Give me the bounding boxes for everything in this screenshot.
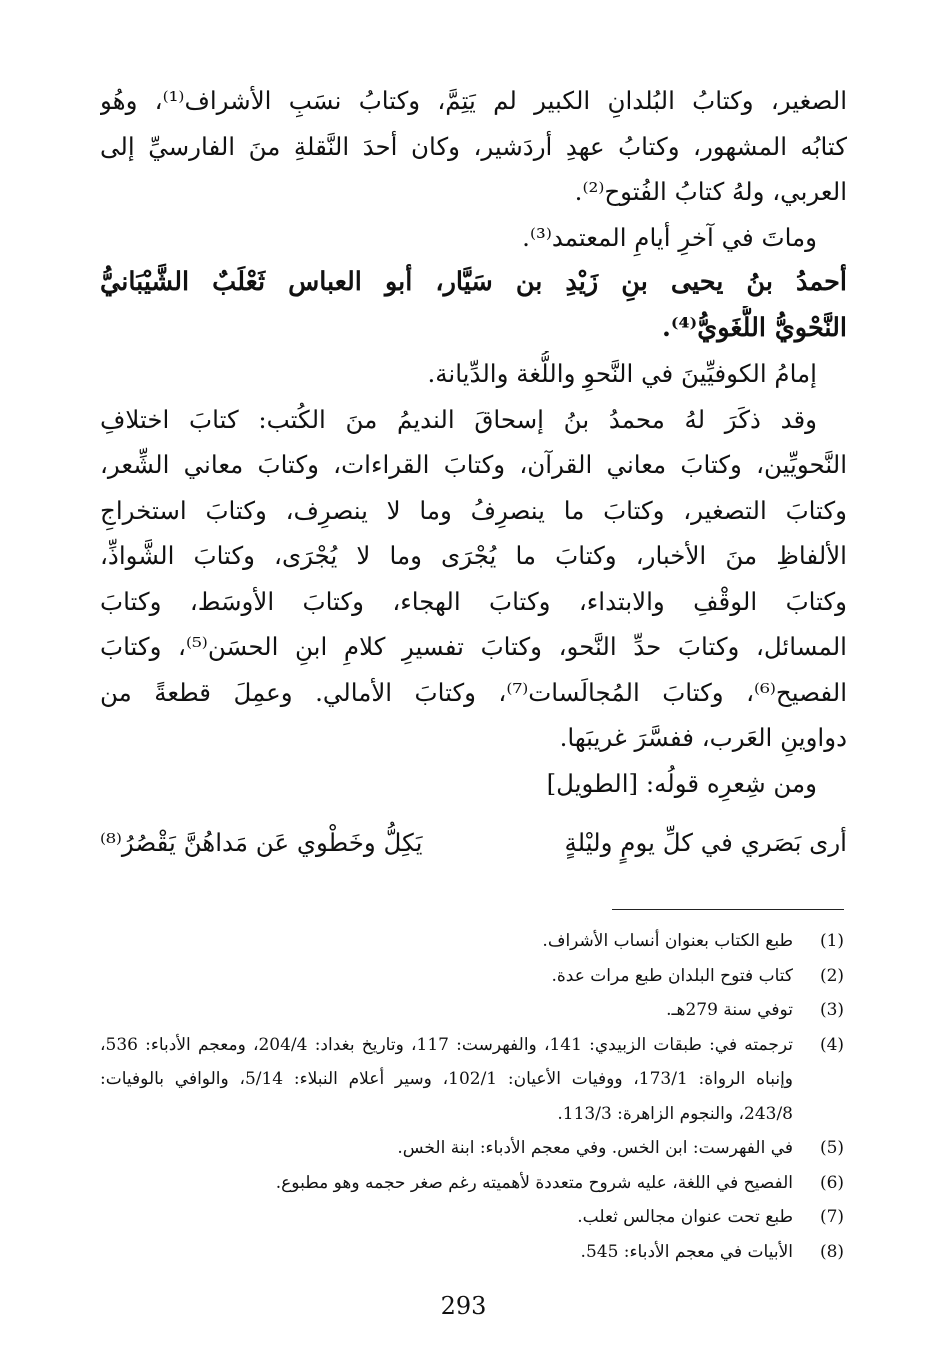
footnote-item <box>100 993 849 1028</box>
footnote-text: الفصيح في اللغة، عليه شروح متعددة لأهميته رغم صغر حجمه وهو مطبوع. <box>275 1172 793 1193</box>
text-line: الألفاظِ منَ الأخبار، وكتابَ ما يُجْرَى وما لا يُجْرَى، وكتابَ الشَّواذِّ، <box>100 541 847 570</box>
text-line: ومن شِعرِه قولُه: [الطويل] <box>546 768 817 798</box>
footnote-number: (2) <box>819 965 845 986</box>
footnote-text: طبع تحت عنوان مجالس ثعلب. <box>577 1207 793 1227</box>
text-line: وكتابَ الوقْفِ والابتداء، وكتابَ الهجاء، وكتابَ الأوسَط، وكتابَ <box>100 586 847 616</box>
footnote-number: (6) <box>819 1172 845 1193</box>
text-line: وكتابَ التصغير، وكتابَ ما ينصرِفُ وما لا ينصرِف، وكتابَ استخراجِ <box>100 495 847 525</box>
text-line: العربي، ولهُ كتابُ الفُتوح⁽²⁾. <box>574 177 847 206</box>
page-number: 293 <box>440 1292 487 1320</box>
text-line: الصغير، وكتابُ البُلدانِ الكبير لم يَتِمَّ، وكتابُ نسَبِ الأشراف⁽¹⁾، وهُو <box>100 86 847 115</box>
footnote-text: توفي سنة 279هـ. <box>666 1000 793 1020</box>
footnote-number: (5) <box>819 1138 845 1158</box>
footnote-number: (1) <box>819 931 845 951</box>
footnote-item <box>100 1028 849 1132</box>
footnote-text: الأبيات في معجم الأدباء: 545. <box>580 1241 793 1262</box>
entry-heading: أحمدُ بنُ يحيى بنِ زَيْدِ بن سَيَّار، أبو العباس ثَعْلَبٌ الشَّيْبَانيُّ <box>100 267 847 297</box>
footnote-item <box>100 1200 849 1235</box>
footnotes <box>100 924 849 1269</box>
verse-second-hemistich: يَكِلُّ وخَطْوي عَن مَداهُنَّ يَقْصُرُ⁽⁸⁾ <box>100 828 423 857</box>
footnote-item <box>100 959 849 994</box>
footnote-number: (4) <box>819 1034 845 1055</box>
text-line: كتابُه المشهور، وكتابُ عهدِ أردَشير، وكان أحدَ النَّقلةِ منَ الفارسيِّ إلى <box>100 131 847 161</box>
entry-heading: النَّحْويُّ اللُّغَويُّ⁽⁴⁾. <box>661 312 847 343</box>
poem-verse <box>100 828 847 874</box>
main-text <box>100 78 847 806</box>
text-line: المسائل، وكتابَ حدِّ النَّحو، وكتابَ تفسيرِ كلامِ ابنِ الحسَن⁽⁵⁾، وكتابَ <box>100 632 847 661</box>
verse-first-hemistich: أرى بَصَري في كلِّ يومٍ وليْلةٍ <box>564 828 847 857</box>
footnote-number: (3) <box>819 1000 845 1020</box>
text-line: الفصيح⁽⁶⁾، وكتابَ المُجالَسات⁽⁷⁾، وكتابَ الأمالي. وعمِلَ قطعةً من <box>100 677 847 707</box>
footnote-item <box>100 1131 849 1166</box>
text-line: النَّحويِّين، وكتابَ معاني القرآن، وكتابَ القراءات، وكتابَ معاني الشِّعر، <box>100 450 847 479</box>
text-line: إمامُ الكوفيِّينَ في النَّحوِ واللُّغة والدِّيانة. <box>427 359 817 388</box>
footnote-number: (7) <box>819 1207 845 1227</box>
footnote-item <box>100 1235 849 1270</box>
footnote-separator <box>612 909 844 910</box>
footnote-text: طبع الكتاب بعنوان أنساب الأشراف. <box>542 931 793 951</box>
footnote-item <box>100 1166 849 1201</box>
text-line: وقد ذكَرَ لهُ محمدُ بنُ إسحاقَ النديمُ منَ الكُتب: كتابَ اختلافِ <box>100 404 817 434</box>
text-line: دواوينِ العَرب، ففسَّرَ غريبَها. <box>559 723 847 752</box>
footnote-text: ترجمته في: طبقات الزبيدي: 141، والفهرست: 117، وتاريخ بغداد: 204/4، ومعجم الأدباء: 536، وإنباه الرواة: 173/1، ووفيات الأعيان: 102/1، وسير أعلام النبلاء: 5/14، والوافي بالوفيات: 243/8، والنجوم الزاهرة: 113/3. <box>100 1034 794 1124</box>
footnote-text: كتاب فتوح البلدان طبع مرات عدة. <box>551 965 793 986</box>
footnote-text: في الفهرست: ابن الخس. وفي معجم الأدباء: ابنة الخس. <box>397 1138 793 1158</box>
footnote-item <box>100 924 849 959</box>
text-line: وماتَ في آخرِ أيامِ المعتمد⁽³⁾. <box>522 222 817 252</box>
footnote-number: (8) <box>819 1241 845 1262</box>
